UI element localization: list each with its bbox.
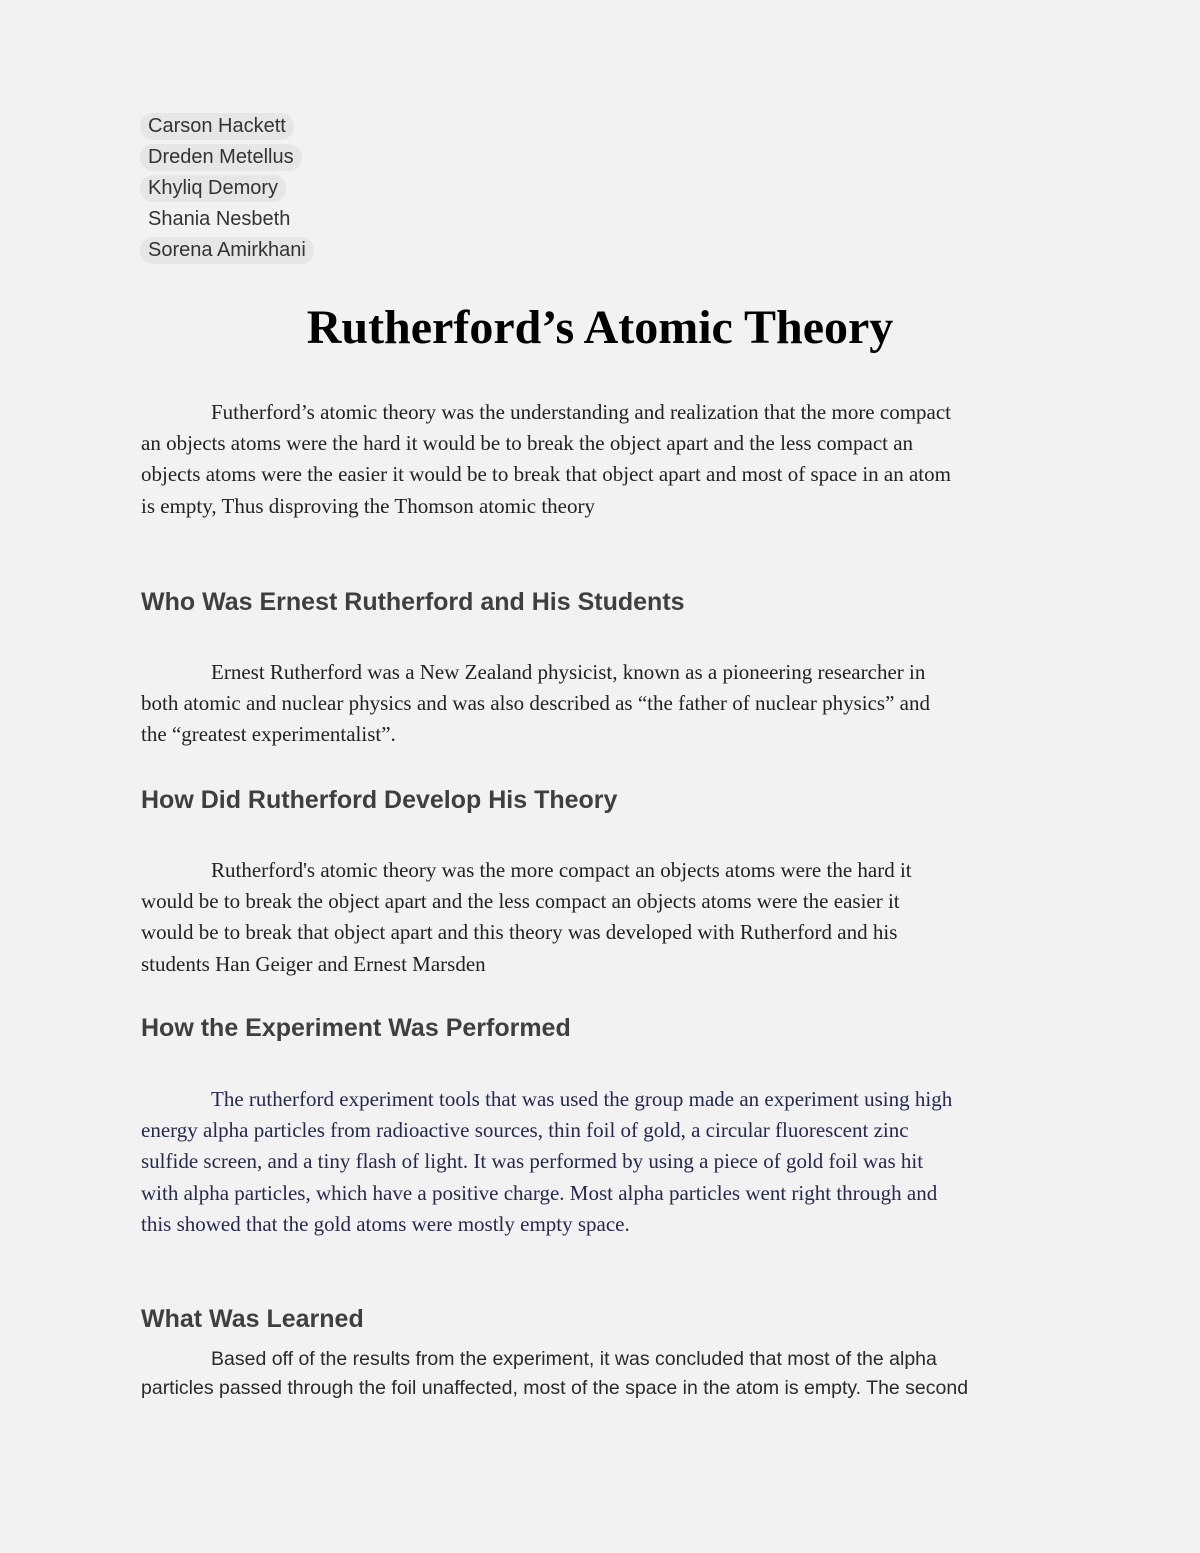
paragraph-line: objects atoms were the easier it would be to break that object apart and most of space in an atom: [141, 462, 951, 487]
author-name: Dreden Metellus: [140, 144, 302, 171]
paragraph-line: Ernest Rutherford was a New Zealand physicist, known as a pioneering researcher in: [211, 660, 926, 684]
intro-paragraph: [141, 397, 951, 522]
paragraph-line: with alpha particles, which have a positive charge. Most alpha particles went right through and: [141, 1180, 938, 1205]
author-name: Carson Hackett: [140, 113, 294, 140]
author-name: Khyliq Demory: [140, 175, 286, 202]
section-heading-what-was-learned: What Was Learned: [141, 1305, 364, 1333]
section-paragraph-who-was-rutherford: [141, 657, 930, 751]
paragraph-line: this showed that the gold atoms were mostly empty space.: [141, 1211, 630, 1236]
section-paragraph-develop-theory: [141, 855, 912, 980]
section-heading-experiment: How the Experiment Was Performed: [141, 1014, 571, 1042]
section-heading-develop-theory: How Did Rutherford Develop His Theory: [141, 786, 618, 814]
paragraph-line: Futherford’s atomic theory was the understanding and realization that the more compact: [211, 400, 952, 424]
paragraph-line: Rutherford's atomic theory was the more compact an objects atoms were the hard it: [211, 858, 912, 882]
paragraph-line: particles passed through the foil unaffected, most of the space in the atom is empty. The second: [141, 1376, 969, 1399]
paragraph-line: The rutherford experiment tools that was used the group made an experiment using high: [211, 1087, 953, 1111]
paragraph-line: an objects atoms were the hard it would be to break the object apart and the less compact an: [141, 431, 914, 456]
paragraph-line: both atomic and nuclear physics and was also described as “the father of nuclear physics” and: [141, 691, 930, 716]
paragraph-line: would be to break that object apart and this theory was developed with Rutherford and his: [141, 920, 898, 945]
paragraph-line: Based off of the results from the experiment, it was concluded that most of the alpha: [211, 1348, 937, 1370]
paragraph-line: is empty, Thus disproving the Thomson atomic theory: [141, 493, 595, 518]
section-paragraph-what-was-learned: [141, 1345, 968, 1402]
section-heading-who-was-rutherford: Who Was Ernest Rutherford and His Students: [141, 588, 685, 616]
author-name: Sorena Amirkhani: [140, 237, 314, 264]
section-paragraph-experiment: [141, 1084, 952, 1240]
author-name: Shania Nesbeth: [148, 208, 291, 230]
paragraph-line: students Han Geiger and Ernest Marsden: [141, 951, 486, 976]
paragraph-line: sulfide screen, and a tiny flash of light. It was performed by using a piece of gold foil was hit: [141, 1149, 924, 1174]
author-list: [140, 113, 314, 268]
paragraph-line: energy alpha particles from radioactive sources, thin foil of gold, a circular fluorescent zinc: [141, 1118, 909, 1143]
paragraph-line: would be to break the object apart and the less compact an objects atoms were the easier it: [141, 889, 900, 914]
paragraph-line: the “greatest experimentalist”.: [141, 722, 396, 747]
document-title: Rutherford’s Atomic Theory: [306, 301, 894, 354]
